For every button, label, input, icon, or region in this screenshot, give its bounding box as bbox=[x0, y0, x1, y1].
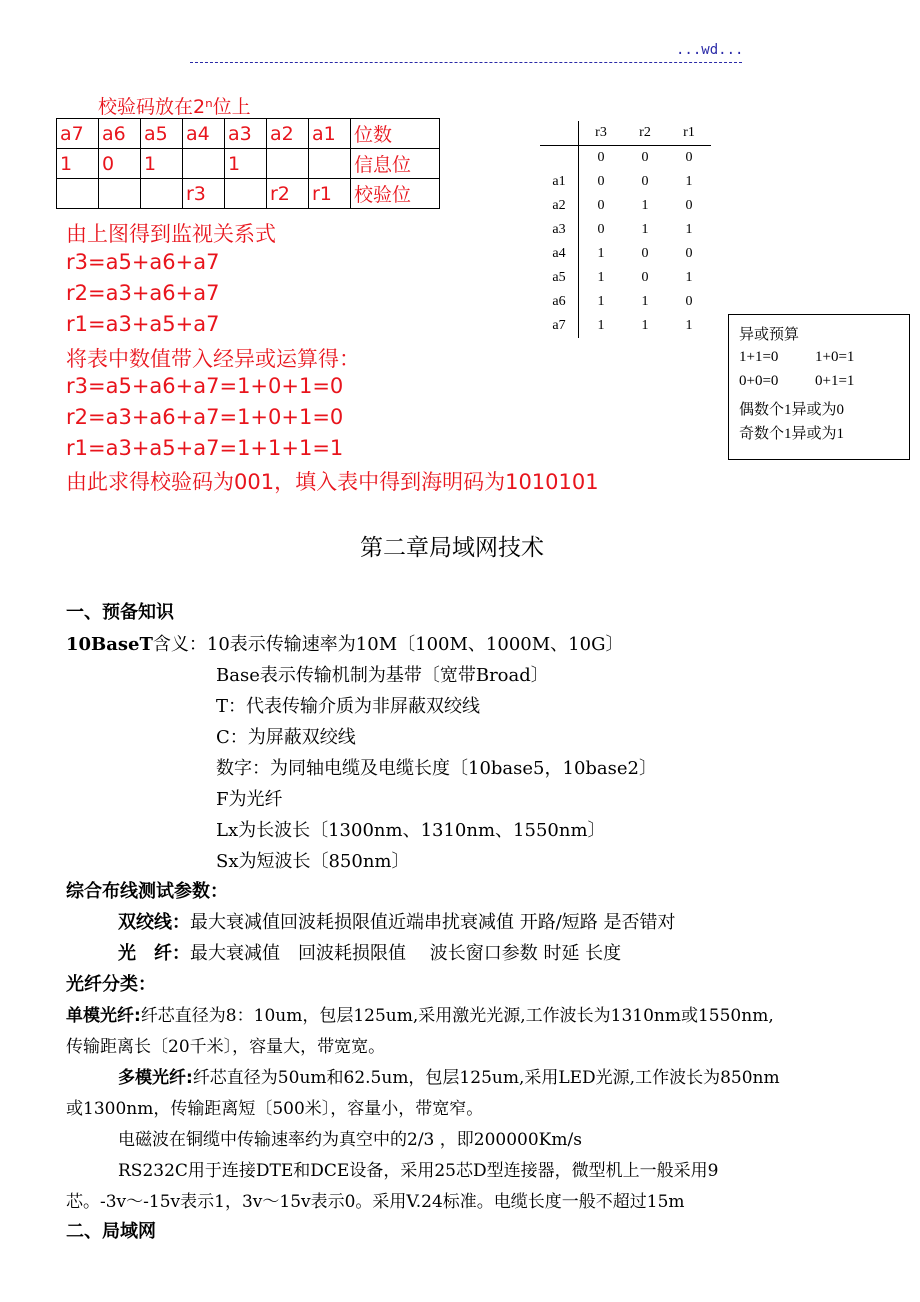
multi-mode-label: 多模光纤: bbox=[118, 1068, 193, 1088]
derivation-line: r1=a3+a5+a7=1+1+1=1 bbox=[66, 436, 344, 460]
table-cell: 1 bbox=[685, 222, 693, 237]
definition-item: T：代表传输介质为非屏蔽双绞线 bbox=[216, 696, 481, 717]
xor-title: 异或预算 bbox=[739, 327, 800, 343]
table-cell: a5 bbox=[141, 119, 183, 149]
derivation-line: r3=a5+a6+a7 bbox=[66, 250, 220, 274]
chapter-title: 第二章局域网技术 bbox=[360, 535, 544, 561]
wiring-heading: 综合布线测试参数： bbox=[66, 881, 228, 902]
derivation-line: r2=a3+a6+a7 bbox=[66, 281, 220, 305]
table-cell: r1 bbox=[309, 179, 351, 209]
fiber-line bbox=[118, 939, 621, 965]
table-header-row bbox=[540, 121, 711, 146]
em-wave-line: 电磁波在铜缆中传输速率约为真空中的2/3 ，即200000Km/s bbox=[118, 1130, 582, 1150]
table-cell bbox=[141, 179, 183, 209]
table-cell: 0 bbox=[99, 149, 141, 179]
table-cell: 1 bbox=[597, 318, 605, 333]
table-cell: 1 bbox=[641, 222, 649, 237]
table-cell: a2 bbox=[540, 194, 579, 218]
single-mode-line bbox=[66, 1001, 774, 1026]
table-cell: a6 bbox=[540, 290, 579, 314]
xor-odd-rule: 奇数个1异或为1 bbox=[739, 426, 845, 442]
table-cell bbox=[267, 149, 309, 179]
table-cell: 1 bbox=[641, 294, 649, 309]
twisted-pair-label: 双绞线： bbox=[118, 912, 190, 933]
definition-item: Base表示传输机制为基带〔宽带Broad〕 bbox=[216, 665, 549, 686]
multi-mode-text-2: 或1300nm，传输距离短〔500米〕，容量小，带宽窄。 bbox=[66, 1099, 484, 1119]
hamming-caption: 校验码放在2ⁿ位上 bbox=[98, 96, 251, 118]
single-mode-label: 单模光纤: bbox=[66, 1006, 141, 1026]
table-row bbox=[540, 266, 711, 290]
table-row bbox=[57, 119, 440, 149]
table-cell bbox=[225, 179, 267, 209]
10baset-text: 含义：10表示传输速率为10M〔100M、1000M、10G〕 bbox=[152, 634, 624, 655]
table-cell bbox=[309, 149, 351, 179]
table-cell: 1 bbox=[641, 198, 649, 213]
table-cell: 1 bbox=[641, 318, 649, 333]
single-mode-text: 纤芯直径为8：10um，包层125um,采用激光光源,工作波长为1310nm或1550nm, bbox=[140, 1006, 774, 1026]
table-cell: 1 bbox=[685, 270, 693, 285]
header-divider bbox=[190, 62, 742, 63]
xor-rule: 1+0=1 bbox=[815, 349, 855, 365]
table-cell: 1 bbox=[685, 318, 693, 333]
table-row bbox=[540, 170, 711, 194]
table-cell: a7 bbox=[57, 119, 99, 149]
table-cell: 0 bbox=[597, 222, 605, 237]
10baset-label: 10BaseT bbox=[66, 634, 153, 655]
table-cell: 0 bbox=[685, 198, 693, 213]
derivation-line: r2=a3+a6+a7=1+0+1=0 bbox=[66, 405, 344, 429]
table-cell: 0 bbox=[641, 270, 649, 285]
page-header-mark: ...wd... bbox=[676, 42, 744, 58]
table-cell: r3 bbox=[183, 179, 225, 209]
table-row bbox=[540, 290, 711, 314]
table-cell bbox=[540, 121, 579, 146]
table-cell: 1 bbox=[141, 149, 183, 179]
table-cell: 0 bbox=[641, 174, 649, 189]
table-row bbox=[57, 179, 440, 209]
table-cell: r1 bbox=[667, 121, 711, 146]
table-cell: 0 bbox=[597, 174, 605, 189]
table-cell: 1 bbox=[597, 294, 605, 309]
twisted-pair-text: 最大衰减值回波耗损限值近端串扰衰减值 开路/短路 是否错对 bbox=[190, 912, 676, 933]
fiber-text: 最大衰减值 回波耗损限值 波长窗口参数 时延 长度 bbox=[190, 943, 622, 964]
table-cell: 信息位 bbox=[351, 149, 440, 179]
derivation-line: r1=a3+a5+a7 bbox=[66, 312, 220, 336]
table-cell: 1 bbox=[57, 149, 99, 179]
table-cell: 0 bbox=[641, 150, 649, 165]
table-cell: a3 bbox=[225, 119, 267, 149]
multi-mode-text: 纤芯直径为50um和62.5um，包层125um,采用LED光源,工作波长为850nm bbox=[192, 1068, 780, 1088]
hamming-table bbox=[56, 118, 440, 209]
table-row bbox=[540, 146, 711, 171]
table-row bbox=[540, 242, 711, 266]
section-heading: 一、预备知识 bbox=[66, 602, 174, 623]
xor-rules-box bbox=[728, 314, 910, 460]
table-cell: a7 bbox=[540, 314, 579, 338]
table-cell bbox=[57, 179, 99, 209]
xor-rule: 0+1=1 bbox=[815, 373, 855, 389]
table-cell: 1 bbox=[597, 270, 605, 285]
table-cell: 1 bbox=[685, 174, 693, 189]
table-cell: 1 bbox=[597, 246, 605, 261]
definition-item: 数字：为同轴电缆及电缆长度〔10base5，10base2〕 bbox=[216, 758, 657, 779]
table-row bbox=[540, 314, 711, 338]
table-cell: a1 bbox=[540, 170, 579, 194]
fiber-label: 光 纤： bbox=[118, 943, 190, 964]
table-cell: r2 bbox=[623, 121, 667, 146]
table-cell: 0 bbox=[641, 246, 649, 261]
definition-item: C：为屏蔽双绞线 bbox=[216, 727, 356, 748]
table-cell: a6 bbox=[99, 119, 141, 149]
definition-item: F为光纤 bbox=[216, 789, 283, 810]
rs232-line-2: 芯。-3v～-15v表示1，3v～15v表示0。采用V.24标准。电缆长度一般不超过15m bbox=[66, 1192, 685, 1212]
table-cell: a5 bbox=[540, 266, 579, 290]
table-cell: r3 bbox=[579, 121, 624, 146]
table-cell: 0 bbox=[685, 150, 693, 165]
xor-rule: 0+0=0 bbox=[739, 373, 779, 389]
table-cell: 0 bbox=[685, 294, 693, 309]
table-cell: a1 bbox=[309, 119, 351, 149]
definition-item: Sx为短波长〔850nm〕 bbox=[216, 851, 410, 872]
single-mode-text-2: 传输距离长〔20千米〕，容量大，带宽宽。 bbox=[66, 1037, 386, 1057]
table-cell bbox=[99, 179, 141, 209]
derivation-line: r3=a5+a6+a7=1+0+1=0 bbox=[66, 374, 344, 398]
table-cell: 位数 bbox=[351, 119, 440, 149]
10baset-line bbox=[66, 630, 623, 656]
multi-mode-line bbox=[118, 1063, 780, 1088]
table-cell bbox=[183, 149, 225, 179]
derivation-line: 由上图得到监视关系式 bbox=[66, 222, 276, 246]
definition-item: Lx为长波长〔1300nm、1310nm、1550nm〕 bbox=[216, 820, 606, 841]
derivation-line: 将表中数值带入经异或运算得： bbox=[66, 347, 360, 371]
table-row bbox=[540, 194, 711, 218]
table-cell bbox=[540, 146, 579, 171]
table-cell: a3 bbox=[540, 218, 579, 242]
table-row bbox=[57, 149, 440, 179]
section-heading: 二、局域网 bbox=[66, 1221, 156, 1242]
fiber-class-heading: 光纤分类： bbox=[66, 974, 156, 995]
table-cell: a2 bbox=[267, 119, 309, 149]
twisted-pair-line bbox=[118, 908, 676, 934]
rs232-line: RS232C用于连接DTE和DCE设备，采用25芯D型连接器，微型机上一般采用9 bbox=[118, 1161, 719, 1181]
table-cell: 校验位 bbox=[351, 179, 440, 209]
table-cell: r2 bbox=[267, 179, 309, 209]
table-cell: a4 bbox=[183, 119, 225, 149]
table-cell: 0 bbox=[685, 246, 693, 261]
table-cell: 0 bbox=[597, 150, 605, 165]
xor-even-rule: 偶数个1异或为0 bbox=[739, 402, 845, 418]
table-row bbox=[540, 218, 711, 242]
check-bit-reference-table bbox=[540, 121, 711, 338]
table-cell: 0 bbox=[597, 198, 605, 213]
derivation-result: 由此求得校验码为001，填入表中得到海明码为1010101 bbox=[66, 470, 599, 494]
xor-rule: 1+1=0 bbox=[739, 349, 779, 365]
table-cell: a4 bbox=[540, 242, 579, 266]
table-cell: 1 bbox=[225, 149, 267, 179]
